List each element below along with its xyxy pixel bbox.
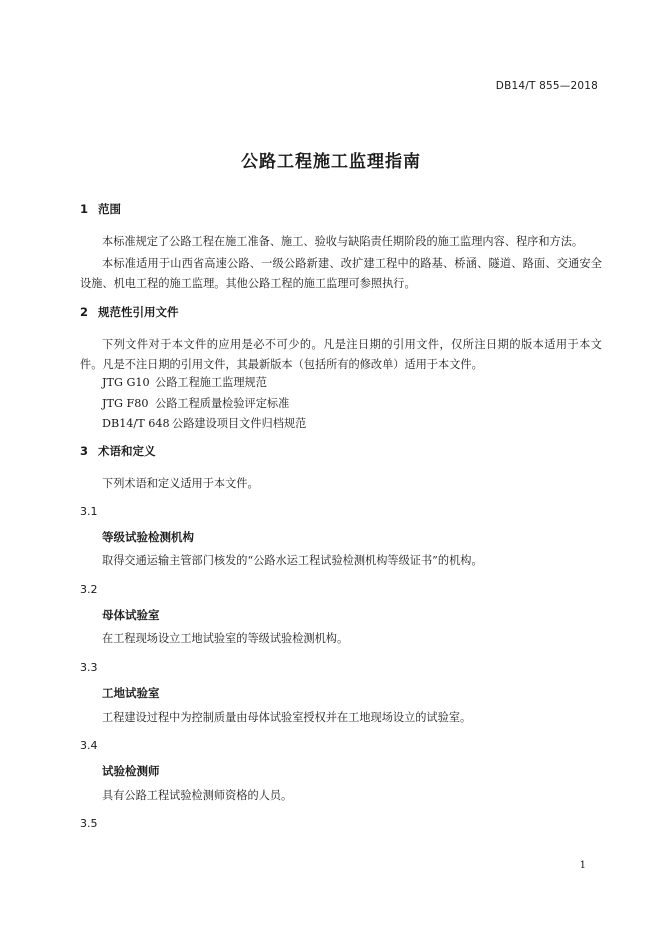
normative-reference [102, 414, 306, 434]
section-1-paragraph-1: 本标准规定了公路工程在施工准备、施工、验收与缺陷责任期阶段的施工监理内容、程序和方法。 [102, 235, 584, 248]
section-2-heading [80, 304, 179, 320]
section-title: 术语和定义 [98, 444, 156, 458]
term-name: 等级试验检测机构 [102, 530, 194, 544]
term-definition: 在工程现场设立工地试验室的等级试验检测机构。 [102, 632, 349, 645]
reference-name: 公路工程施工监理规范 [155, 376, 267, 389]
normative-reference [102, 373, 267, 393]
reference-name: 公路工程质量检验评定标准 [155, 397, 290, 410]
term-number: 3.3 [80, 661, 98, 674]
section-1-paragraph-2: 本标准适用于山西省高速公路、一级公路新建、改扩建工程中的路基、桥涵、隧道、路面、交通安全设施、机电工程的施工监理。其他公路工程的施工监理可参照执行。 [80, 257, 602, 290]
section-3-intro: 下列术语和定义适用于本文件。 [102, 477, 259, 490]
document-title: 公路工程施工监理指南 [241, 152, 421, 172]
section-1-heading [80, 201, 121, 217]
section-title: 规范性引用文件 [98, 305, 179, 319]
term-number: 3.1 [80, 505, 98, 518]
reference-code: DB14/T 648 [102, 417, 170, 430]
standard-number: DB14/T 855—2018 [495, 80, 598, 92]
section-title: 范围 [98, 202, 121, 216]
reference-code: JTG F80 [102, 397, 149, 410]
term-name: 试验检测师 [102, 764, 160, 778]
term-definition: 取得交通运输主管部门核发的“公路水运工程试验检测机构等级证书”的机构。 [102, 554, 483, 567]
section-number: 2 [80, 305, 89, 319]
section-number: 1 [80, 202, 89, 216]
section-number: 3 [80, 444, 89, 458]
section-2-paragraph-1: 下列文件对于本文件的应用是必不可少的。凡是注日期的引用文件，仅所注日期的版本适用于本文件。凡是不注日期的引用文件，其最新版本（包括所有的修改单）适用于本文件。 [80, 338, 602, 371]
term-number: 3.5 [80, 817, 98, 830]
section-3-heading [80, 443, 156, 459]
term-definition: 工程建设过程中为控制质量由母体试验室授权并在工地现场设立的试验室。 [102, 711, 472, 724]
term-number: 3.4 [80, 739, 98, 752]
term-name: 母体试验室 [102, 608, 160, 622]
reference-name: 公路建设项目文件归档规范 [172, 417, 307, 430]
term-definition: 具有公路工程试验检测师资格的人员。 [102, 789, 293, 802]
reference-code: JTG G10 [102, 376, 150, 389]
page-number: 1 [579, 860, 586, 871]
term-name: 工地试验室 [102, 686, 160, 700]
term-number: 3.2 [80, 583, 98, 596]
normative-reference [102, 394, 289, 414]
